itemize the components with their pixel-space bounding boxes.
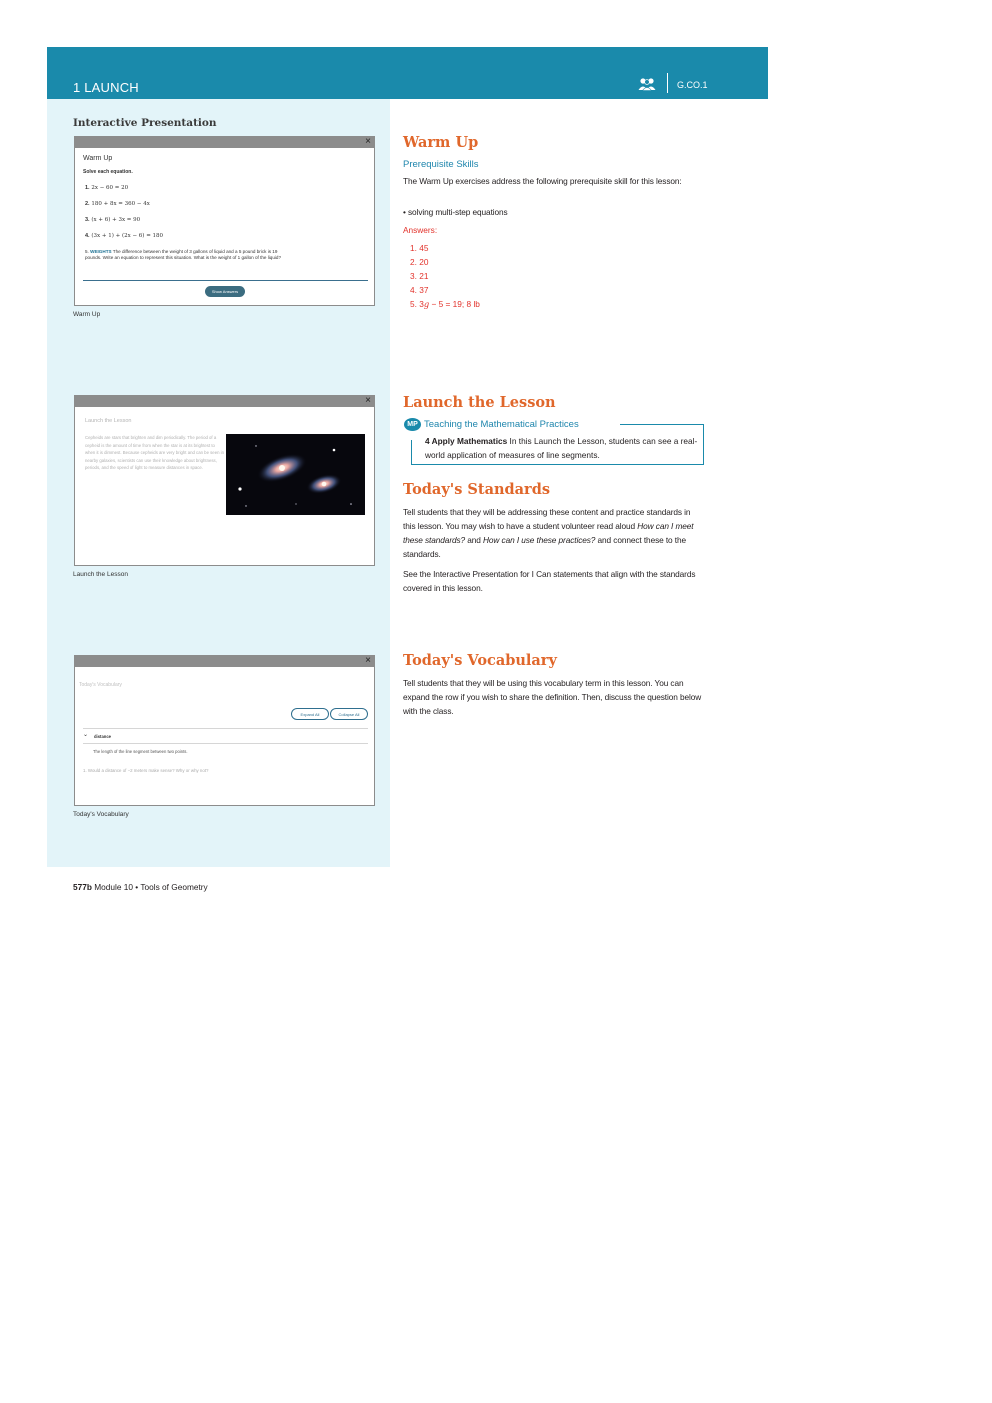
launch-heading: Launch the Lesson (403, 394, 556, 411)
vocabulary-panel[interactable] (74, 655, 375, 806)
warm-up-panel[interactable] (74, 136, 375, 306)
panel-heading: Warm Up (83, 155, 113, 162)
launch-panel[interactable] (74, 395, 375, 566)
mp-title: Teaching the Mathematical Practices (424, 419, 579, 430)
row-divider (83, 743, 368, 744)
vocabulary-heading: Today's Vocabulary (403, 652, 557, 669)
chevron-down-icon[interactable]: ⌄ (83, 732, 89, 738)
launch-caption: Launch the Lesson (73, 571, 128, 578)
vocabulary-caption: Today's Vocabulary (73, 811, 129, 818)
close-icon[interactable]: × (365, 136, 371, 147)
interactive-presentation-title: Interactive Presentation (73, 117, 217, 129)
group-icon (638, 77, 656, 91)
close-icon[interactable]: × (365, 395, 371, 406)
panel-divider (83, 280, 368, 281)
section-title: 1 LAUNCH (73, 80, 139, 95)
warm-up-heading: Warm Up (403, 134, 479, 151)
vocab-definition: The length of the line segment between two points. (93, 749, 188, 754)
prerequisite-skills-heading: Prerequisite Skills (403, 159, 479, 170)
standards-heading: Today's Standards (403, 481, 550, 498)
answers-list (410, 241, 480, 311)
answer-item: 3. 21 (410, 271, 429, 281)
banner-divider (667, 73, 668, 93)
warm-up-caption: Warm Up (73, 311, 101, 318)
skill-bullet: • solving multi-step equations (403, 207, 508, 217)
panel-text: Cepheids are stars that brighten and dim periodically. The period of a cepheid is the amount of time from when the star is at its brightest to when it is dimmest. Because cepheids are very bright and can be seen in nearby galaxies, scientists can use their knowledge about brightness, periods, and the speed of light to measure distances in space. (85, 435, 225, 471)
standards-paragraph-2: See the Interactive Presentation for I Can statements that align with the standards covered in this lesson. (403, 569, 696, 593)
mp-box-border (411, 440, 412, 465)
panel-heading: Today's Vocabulary (79, 682, 122, 688)
collapse-all-button[interactable]: Collapse All (330, 708, 368, 720)
close-icon[interactable]: × (365, 655, 371, 666)
answer-item: 4. 37 (410, 285, 429, 295)
answer-item: 5. 3g − 5 = 19; 8 lb (410, 299, 480, 309)
answers-label: Answers: (403, 225, 438, 235)
answer-item: 2. 20 (410, 257, 429, 267)
section-banner (47, 47, 768, 99)
equation-3: 3. (x + 6) + 3x = 90 (85, 217, 141, 223)
answer-item: 1. 45 (410, 243, 429, 253)
expand-all-button[interactable]: Expand All (291, 708, 329, 720)
mp-text: 4 Apply Mathematics In this Launch the Lesson, students can see a real-world application of measures of line segments. (425, 436, 698, 460)
standards-paragraph-1: Tell students that they will be addressing these content and practice standards in this lesson. You may wish to have a student volunteer read aloud How can I meet these standards? and How can I use these practices? and connect these to the standards. (403, 507, 694, 559)
vocab-term[interactable]: distance (94, 734, 111, 739)
galaxy-image (226, 434, 365, 515)
vocabulary-text: Tell students that they will be using this vocabulary term in this lesson. You can expand the row if you wish to share the definition. Then, discuss the question below with the class. (403, 678, 702, 716)
equation-2: 2. 180 + 8x = 360 − 4x (85, 201, 150, 207)
equation-4: 4. (3x + 1) + (2x − 6) = 180 (85, 233, 164, 239)
standard-code: G.CO.1 (677, 80, 708, 90)
warm-up-text: The Warm Up exercises address the following prerequisite skill for this lesson: (403, 176, 682, 186)
panel-instruction: Solve each equation. (83, 169, 133, 175)
panel-titlebar (75, 396, 374, 407)
vocab-question: 1. Would a distance of −2 meters make sense? Why or why not? (83, 768, 209, 773)
panel-titlebar (75, 656, 374, 667)
panel-titlebar (75, 137, 374, 148)
row-divider (83, 728, 368, 729)
mp-badge-icon: MP (404, 418, 421, 431)
weights-problem: 5. WEIGHTS The difference between the weight of 3 gallons of liquid and a 5 pound brick is 19 pounds. Write an equation to represent this situation. What is the weight of 1 gallon of the liquid? (85, 249, 282, 260)
equation-1: 1. 2x − 60 = 20 (85, 185, 129, 191)
page-footer: 577b Module 10 • Tools of Geometry (73, 882, 208, 892)
show-answers-button[interactable]: Show Answers (205, 286, 245, 297)
panel-heading: Launch the Lesson (85, 418, 132, 424)
